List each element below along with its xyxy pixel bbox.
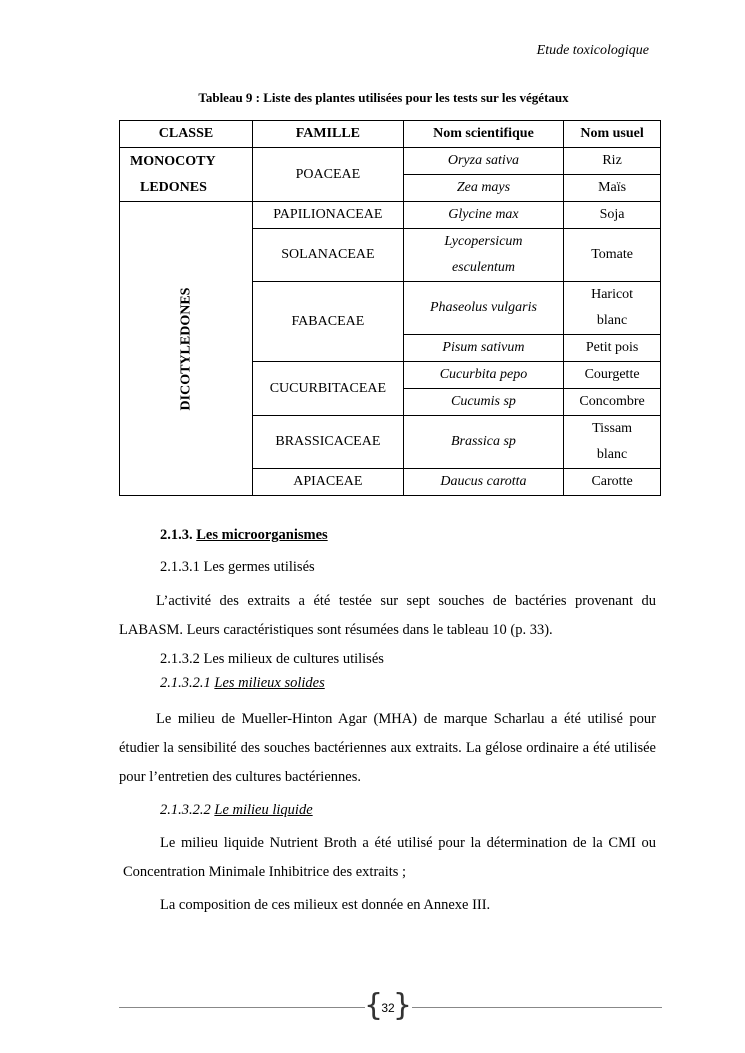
paragraph-milieu-liquide: Le milieu liquide Nutrient Broth a été utilisé pour la détermination de la CMI ou Concentration Minimale Inhibitrice des extraits ; — [123, 835, 656, 880]
common-name: Maïs — [564, 175, 661, 202]
common-name-line1: Haricot — [591, 287, 634, 302]
right-brace-icon: } — [392, 988, 412, 1023]
sci-name: Phaseolus vulgaris — [403, 282, 563, 335]
subsubsection-liquide — [123, 796, 656, 825]
plants-table — [119, 120, 661, 496]
footer-rule-left — [119, 1007, 365, 1008]
col-header-classe: CLASSE — [120, 121, 253, 148]
family-brassicaceae: BRASSICACEAE — [252, 416, 403, 469]
page-number-box — [362, 988, 414, 1023]
common-name: Courgette — [564, 362, 661, 389]
common-name: Riz — [564, 148, 661, 175]
section-heading — [123, 520, 656, 550]
subsubsection-solides-num: 2.1.3.2.1 — [160, 675, 211, 691]
sci-name: Oryza sativa — [403, 148, 563, 175]
sci-name: Glycine max — [403, 202, 563, 229]
common-name: Carotte — [564, 469, 661, 496]
sci-name: Zea mays — [403, 175, 563, 202]
table-header-row — [120, 121, 661, 148]
sci-name-line2: esculentum — [451, 260, 515, 275]
sci-name: Pisum sativum — [403, 335, 563, 362]
family-cucurbitaceae: CUCURBITACEAE — [252, 362, 403, 416]
common-name: Petit pois — [564, 335, 661, 362]
class-monocotyledones — [120, 148, 253, 202]
section-heading-title: Les microorganismes — [196, 527, 328, 543]
sci-name: Daucus carotta — [403, 469, 563, 496]
sci-name: Cucurbita pepo — [403, 362, 563, 389]
sci-name — [403, 229, 563, 282]
common-name — [564, 282, 661, 335]
subsubsection-liquide-title: Le milieu liquide — [214, 802, 313, 818]
common-name: Tomate — [564, 229, 661, 282]
common-name: Soja — [564, 202, 661, 229]
footer-rule-right — [412, 1007, 662, 1008]
family-papilionaceae: PAPILIONACEAE — [252, 202, 403, 229]
common-name-line2: blanc — [596, 447, 628, 462]
family-fabaceae: FABACEAE — [252, 282, 403, 362]
paragraph-annexe: La composition de ces milieux est donnée en Annexe III. — [160, 897, 491, 913]
sci-name-line1: Lycopersicum — [444, 234, 523, 249]
paragraph-germes: L’activité des extraits a été testée sur sept souches de bactéries provenant du LABASM. Leurs caractéristiques sont résumées dans le tableau 10 (p. 33). — [119, 593, 656, 638]
col-header-nom-usuel: Nom usuel — [564, 121, 661, 148]
table-row — [120, 148, 661, 175]
subsubsection-solides — [123, 671, 656, 695]
sci-name: Brassica sp — [403, 416, 563, 469]
subsubsection-liquide-num: 2.1.3.2.2 — [160, 802, 211, 818]
page-number: 32 — [381, 1001, 395, 1015]
class-mono-line2: LEDONES — [140, 179, 207, 195]
table-row — [120, 202, 661, 229]
sci-name: Cucumis sp — [403, 389, 563, 416]
left-brace-icon: { — [364, 988, 384, 1023]
subsubsection-solides-title: Les milieux solides — [214, 675, 325, 691]
common-name-line2: blanc — [596, 313, 628, 328]
subsection-germes: 2.1.3.1 Les germes utilisés — [160, 559, 315, 575]
table-caption: Tableau 9 : Liste des plantes utilisées pour les tests sur les végétaux — [198, 90, 569, 105]
common-name-line1: Tissam — [592, 421, 633, 436]
col-header-nom-scientifique: Nom scientifique — [403, 121, 563, 148]
paragraph-milieux-solides: Le milieu de Mueller-Hinton Agar (MHA) de marque Scharlau a été utilisé pour étudier la sensibilité des souches bactériennes aux extraits. La gélose ordinaire a été utilisée pour l’entretien des cultures bactériennes. — [119, 711, 656, 785]
common-name — [564, 416, 661, 469]
class-dico-label: DICOTYLEDONES — [177, 287, 193, 410]
common-name: Concombre — [564, 389, 661, 416]
family-poaceae: POACEAE — [252, 148, 403, 202]
section-body — [119, 520, 656, 920]
class-dicotyledones — [120, 202, 253, 496]
class-mono-line1: MONOCOTY — [130, 153, 216, 169]
family-solanaceae: SOLANACEAE — [252, 229, 403, 282]
section-heading-num: 2.1.3. — [160, 527, 193, 543]
family-apiaceae: APIACEAE — [252, 469, 403, 496]
col-header-famille: FAMILLE — [252, 121, 403, 148]
subsection-milieux: 2.1.3.2 Les milieux de cultures utilisés — [160, 651, 384, 667]
running-header: Etude toxicologique — [536, 43, 649, 58]
